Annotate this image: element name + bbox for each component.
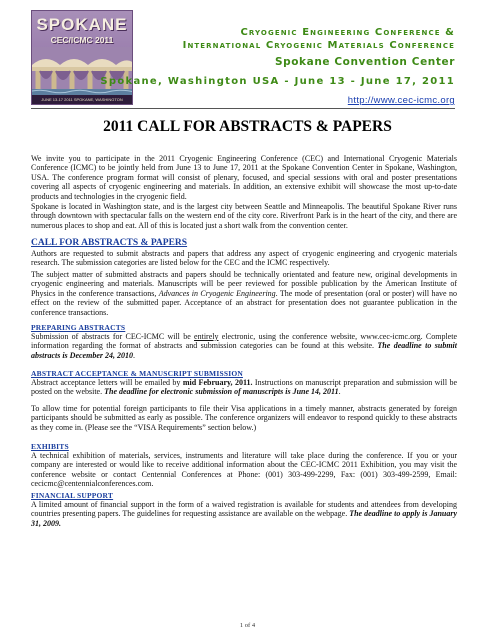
page-title: 2011 CALL FOR ABSTRACTS & PAPERS xyxy=(103,118,392,135)
logo-title: SPOKANE xyxy=(36,15,128,34)
financial-paragraph: A limited amount of financial support in the form of a waived registration is available for students and attendees from developing countries presenting papers. The guidelines for requesting assistance are available on the webpage. The deadline to apply is January 31, 2009. xyxy=(31,500,458,528)
page-number: 1 of 4 xyxy=(239,622,256,629)
acceptance-heading: ABSTRACT ACCEPTANCE & MANUSCRIPT SUBMISSION xyxy=(31,369,243,378)
bridge-illustration xyxy=(32,47,133,97)
logo-subtitle: CEC/ICMC 2011 xyxy=(50,35,114,45)
intro-paragraph-1: We invite you to participate in the 2011 Cryogenic Engineering Conference (CEC) and International Cryogenic Materials Conference (ICMC) to be jointly held from June 13 to June 17, 2011 at the Spokane Convention Center in Spokane, Washington, USA. The conference program format will consist of plenary, focused, and special sessions with oral and poster presentations covering all aspects of cryogenic engineering and materials. In addition, an extensive exhibit will showcase the most up-to-date products and technologies in the cryogenic field. xyxy=(31,154,457,201)
logo-footer: JUNE 13-17 2011 SPOKANE, WASHINGTON xyxy=(32,95,132,104)
header-line-cec: Cryogenic Engineering Conference & xyxy=(240,27,455,38)
preparing-paragraph: Submission of abstracts for CEC-ICMC will be entirely electronic, using the conference website, www.cec-icmc.org. Complete information regarding the format of abstracts and submission categories can be found at this website. The deadline to submit abstracts is December 24, 2010. xyxy=(31,332,457,360)
financial-heading: FINANCIAL SUPPORT xyxy=(31,491,114,500)
call-paragraph-2: The subject matter of submitted abstracts and papers should be technically orientated and feature new, original developments in cryogenic engineering and materials. Manuscripts will be peer reviewed for possible publication by the American Institute of Physics in the conference transactions, Advances in Cryogenic Engineering. The mode of presentation (oral or poster) will have no effect on the review of the submitted paper. Acceptance of an abstract for presentation does not guarantee publication in the conference transactions. xyxy=(31,270,457,317)
acceptance-paragraph-2: To allow time for potential foreign participants to file their Visa applications in a timely manner, abstracts generated by foreign participants should be submitted as early as possible. The conference organizers will endeavor to respond quickly to these abstracts as they come in. (Please see the “VISA Requirements” section below.) xyxy=(31,404,457,432)
call-heading: CALL FOR ABSTRACTS & PAPERS xyxy=(31,238,188,248)
exhibits-heading: EXHIBITS xyxy=(31,442,69,451)
acceptance-paragraph-1: Abstract acceptance letters will be emailed by mid February, 2011. Instructions on manuscript preparation and submission will be posted on the website. The deadline for electronic submission of manuscripts is June 14, 2011. xyxy=(31,378,457,397)
preparing-heading: PREPARING ABSTRACTS xyxy=(31,323,126,332)
intro-paragraph-2: Spokane is located in Washington state, and is the largest city between Seattle and Minneapolis. The beautiful Spokane River runs through downtown with spectacular falls on the western end of the city core. Riverfront Park is in the heart of the city, and there are numerous places to shop and eat. All of this is located just a short walk from the convention center. xyxy=(31,202,457,230)
conference-logo xyxy=(31,10,133,105)
header-venue: Spokane Convention Center xyxy=(274,56,455,68)
header-divider xyxy=(31,108,455,109)
conference-website-link[interactable]: http://www.cec-icmc.org xyxy=(347,95,455,106)
call-paragraph-1: Authors are requested to submit abstracts and papers that address any aspect of cryogenic engineering and cryogenic materials research. The submission categories are listed below for the CEC and the ICMC respectively. xyxy=(31,249,457,268)
header-line-icmc: International Cryogenic Materials Conference xyxy=(182,40,455,51)
exhibits-paragraph: A technical exhibition of materials, services, instruments and literature will take place during the conference. If you or your company are interested or would like to receive additional information about the CEC-ICMC 2011 Exhibition, you may visit the conference website or contact Centennial Conferences at Phone: (001) 303-499-2299, Fax: (001) 303-499-2599, Email: cecicmc@centennialconferences.com. xyxy=(31,451,457,489)
header-location-dates: Spokane, Washington USA - June 13 - June 17, 2011 xyxy=(100,76,455,87)
